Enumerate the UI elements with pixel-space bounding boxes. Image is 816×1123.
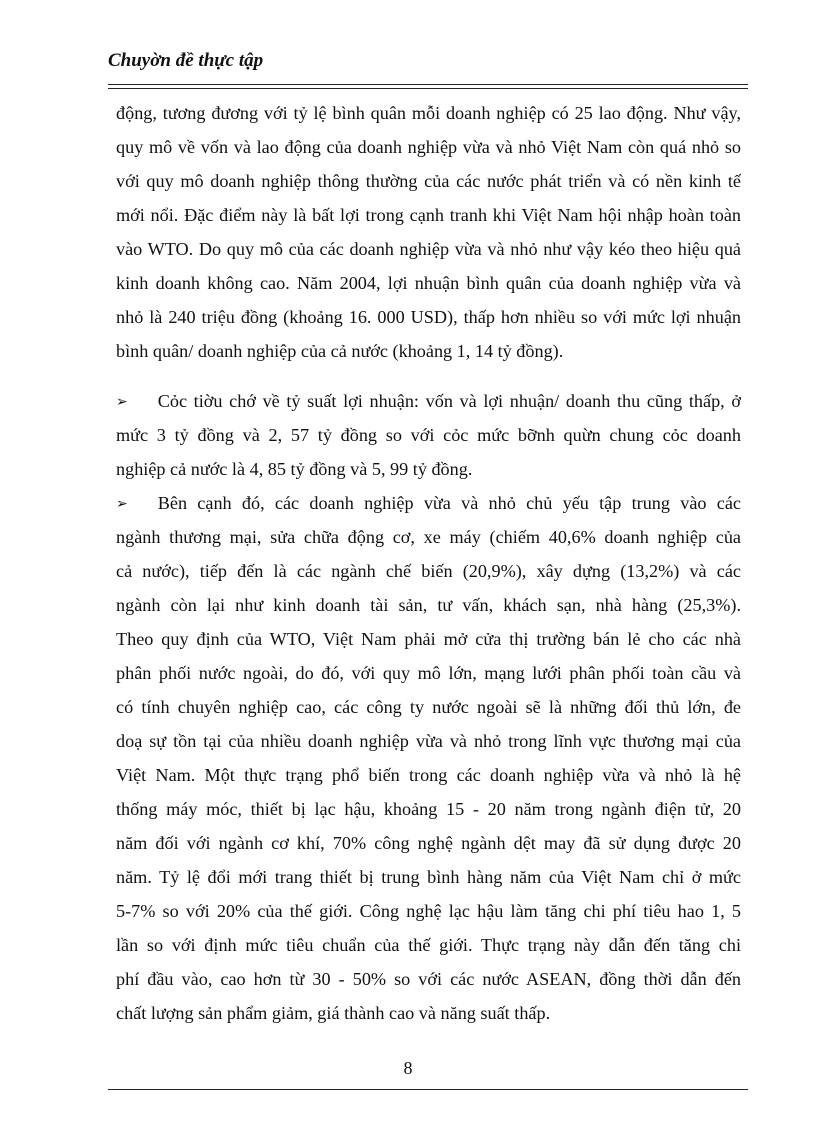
text-line: phân phối nước ngoài, do đó, với quy mô lớn, mạng lưới phân phối toàn cầu và (116, 663, 741, 683)
text-line: cả nước), tiếp đến là các ngành chế biến (20,9%), xây dựng (13,2%) và các (116, 561, 741, 581)
text-line: động, tương đương với tỷ lệ bình quân mỗi doanh nghiệp có 25 lao động. Như vậy, (116, 103, 741, 123)
text-line: vào WTO. Do quy mô của các doanh nghiệp vừa và nhỏ như vậy kéo theo hiệu quả (116, 239, 741, 259)
paragraph-3 (116, 486, 741, 1030)
text-line: bình quân/ doanh nghiệp của cả nước (khoảng 1, 14 tỷ đồng). (116, 341, 564, 361)
text-line: năm. Tỷ lệ đổi mới trang thiết bị trung bình hàng năm của Việt Nam chỉ ở mức (116, 867, 741, 887)
text-line: nghiệp cả nước là 4, 85 tỷ đồng và 5, 99 tỷ đồng. (116, 459, 473, 479)
text-line: với quy mô doanh nghiệp thông thường của các nước phát triển và có nền kinh tế (116, 171, 741, 191)
page-number: 8 (403, 1058, 413, 1078)
text-line: Việt Nam. Một thực trạng phổ biến trong các doanh nghiệp vừa và nhỏ là hệ (116, 765, 741, 785)
text-line: chất lượng sản phẩm giảm, giá thành cao và năng suất thấp. (116, 1003, 551, 1023)
text-line: phí đầu vào, cao hơn từ 30 - 50% so với các nước ASEAN, đồng thời dẫn đến (116, 969, 741, 989)
text-line: có tính chuyên nghiệp cao, các công ty nước ngoài sẽ là những đối thủ lớn, đe (116, 697, 741, 717)
text-line: Theo quy định của WTO, Việt Nam phải mở cửa thị trường bán lẻ cho các nhà (116, 629, 741, 649)
running-header: Chuyờn đề thực tập (108, 50, 264, 71)
text-line: Cỏc tiờu chớ về tỷ suất lợi nhuận: vốn và lợi nhuận/ doanh thu cũng thấp, ở (157, 391, 741, 411)
paragraph-2 (116, 384, 741, 486)
text-line: năm đối với ngành cơ khí, 70% công nghệ ngành dệt may đã sử dụng được 20 (116, 833, 741, 853)
paragraph-1 (116, 96, 741, 368)
text-line: 5-7% so với 20% của thế giới. Công nghệ lạc hậu làm tăng chi phí tiêu hao 1, 5 (116, 901, 741, 921)
footer-rule (108, 1089, 748, 1090)
header-rule-thin (108, 88, 748, 89)
text-line: mức 3 tỷ đồng và 2, 57 tỷ đồng so với cỏc mức bỡnh quừn chung cỏc doanh (116, 425, 741, 445)
text-line: mới nổi. Đặc điểm này là bất lợi trong cạnh tranh khi Việt Nam hội nhập hoàn toàn (116, 205, 741, 225)
text-line: ngành còn lại như kinh doanh tài sản, tư vấn, khách sạn, nhà hàng (25,3%). (116, 595, 741, 615)
text-line-bulleted (116, 486, 741, 520)
text-line: lần so với định mức tiêu chuẩn của thế giới. Thực trạng này dẫn đến tăng chi (116, 935, 741, 955)
header-rule (108, 84, 748, 85)
text-line-bulleted (116, 384, 741, 418)
text-line: doạ sự tồn tại của nhiều doanh nghiệp vừa và nhỏ trong lĩnh vực thương mại của (116, 731, 741, 751)
text-line: kinh doanh không cao. Năm 2004, lợi nhuận bình quân của doanh nghiệp vừa và (116, 273, 741, 293)
arrow-bullet-icon: ➢ (116, 497, 128, 512)
text-line: quy mô về vốn và lao động của doanh nghiệp vừa và nhỏ Việt Nam còn quá nhỏ so (116, 137, 741, 157)
text-line: ngành thương mại, sửa chữa động cơ, xe máy (chiếm 40,6% doanh nghiệp của (116, 527, 741, 547)
text-line: nhỏ là 240 triệu đồng (khoảng 16. 000 USD), thấp hơn nhiều so với mức lợi nhuận (116, 307, 741, 327)
text-line: thống máy móc, thiết bị lạc hậu, khoảng 15 - 20 năm trong ngành điện tử, 20 (116, 799, 741, 819)
arrow-bullet-icon: ➢ (116, 395, 128, 410)
text-line: Bên cạnh đó, các doanh nghiệp vừa và nhỏ chủ yếu tập trung vào các (157, 493, 741, 513)
